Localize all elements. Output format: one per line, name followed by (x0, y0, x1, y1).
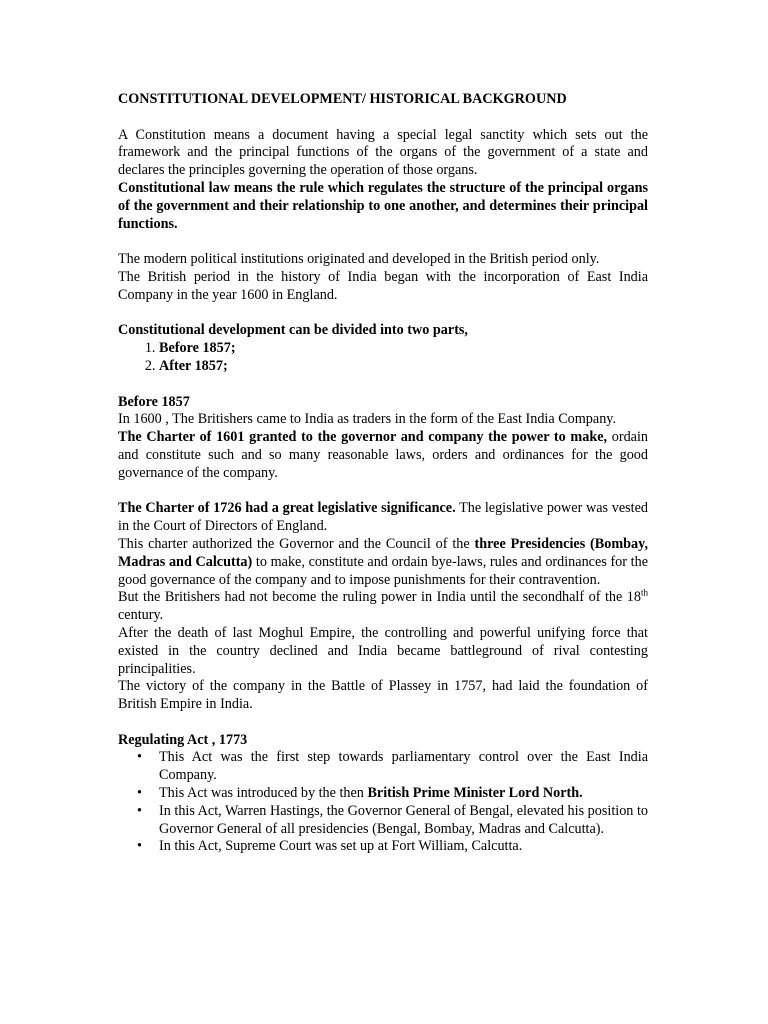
charter-1601-paragraph (118, 429, 648, 482)
ruling-power-paragraph (118, 589, 648, 625)
section-heading-before-1857: Before 1857 (118, 393, 190, 410)
charter-1726-text: The legislative power was vested in the Court of Directors of England. (118, 500, 648, 535)
charter-1726-bold: The Charter of 1726 had a great legislative significance. (118, 500, 456, 517)
regulating-act-list (118, 749, 648, 856)
lord-north-text: This Act was introduced by the then (159, 785, 368, 802)
ruling-power-text-b: century. (118, 607, 164, 624)
list-item (159, 785, 648, 803)
page-title: CONSTITUTIONAL DEVELOPMENT/ HISTORICAL BACKGROUND (118, 91, 567, 107)
list-item: • This Act was the first step towards parliamentary control over the East India Company. (159, 749, 648, 785)
list-item: 2. After 1857; (159, 358, 648, 376)
modern-institutions-paragraph: The modern political institutions originated and developed in the British period only. (118, 251, 600, 268)
moghul-paragraph: After the death of last Moghul Empire, the controlling and powerful unifying force that existed in the country declined and India became battleground of rival contesting principalities. (118, 624, 648, 677)
presidencies-text-a: This charter authorized the Governor and the Council of the (118, 535, 475, 552)
constitution-definition: A Constitution means a document having a special legal sanctity which sets out the framework and the principal functions of the organs of the government of a state and declares the principles governing the operation of those organs. (118, 126, 648, 179)
lord-north-bold: British Prime Minister Lord North. (367, 785, 583, 802)
list-item: • In this Act, Warren Hastings, the Governor General of Bengal, elevated his position to Governor General of all presidencies (Bengal, Bombay, Madras and Calcutta). (159, 803, 648, 839)
division-heading: Constitutional development can be divided into two parts, (118, 322, 468, 339)
section-heading-regulating-act: Regulating Act , 1773 (118, 731, 248, 748)
presidencies-text-b: to make, constitute and ordain bye-laws, rules and ordinances for the good governance of the company and to impose punishments for their contravention. (118, 553, 648, 588)
document-body (118, 91, 648, 856)
presidencies-paragraph (118, 536, 648, 589)
presidencies-bold: three Presidencies (Bombay, Madras and Calcutta) (118, 535, 648, 570)
charter-1726-paragraph (118, 500, 648, 536)
ordinal-suffix: th (640, 587, 648, 598)
british-period-paragraph: The British period in the history of India began with the incorporation of East India Company in the year 1600 in England. (118, 268, 648, 303)
ruling-power-text-a: But the Britishers had not become the ruling power in India until the secondhalf of the 18 (118, 589, 641, 606)
constitutional-law-definition: Constitutional law means the rule which regulates the structure of the principal organs of the government and their relationship to one another, and determines their principal functions. (118, 179, 648, 232)
charter-1601-bold: The Charter of 1601 granted to the governor and company the power to make, (118, 429, 608, 446)
traders-paragraph: In 1600 , The Britishers came to India as traders in the form of the East India Company. (118, 411, 617, 428)
list-item: 1. Before 1857; (159, 340, 648, 358)
division-list (118, 340, 648, 376)
plassey-paragraph: The victory of the company in the Battle of Plassey in 1757, had laid the foundation of British Empire in India. (118, 678, 648, 713)
list-item: • In this Act, Supreme Court was set up at Fort William, Calcutta. (159, 838, 648, 856)
charter-1601-text: ordain and constitute such and so many reasonable laws, orders and ordinances for the good governance of the company. (118, 429, 648, 481)
